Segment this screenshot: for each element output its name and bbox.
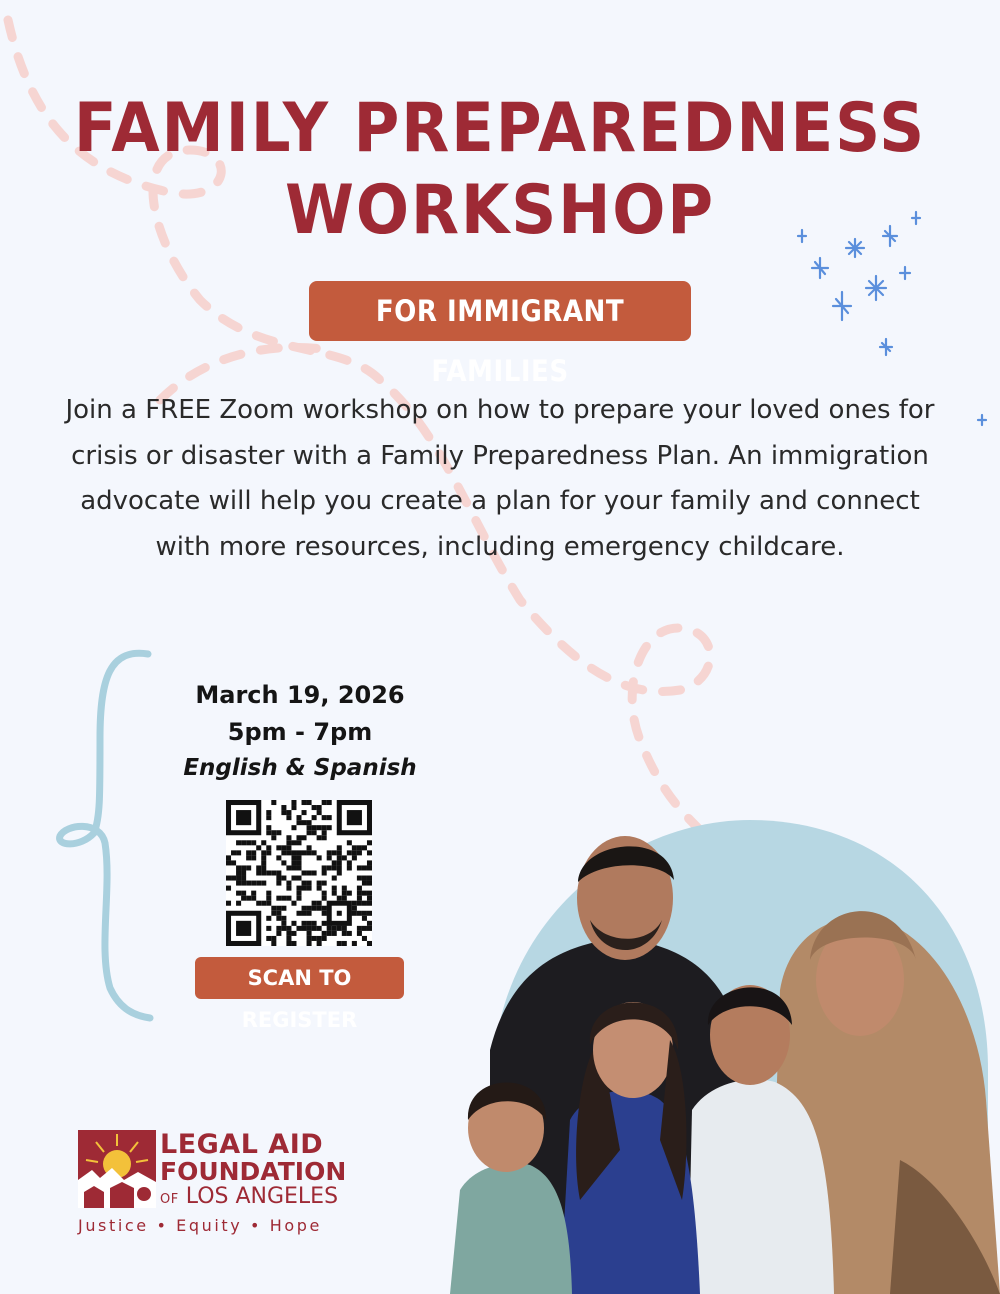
logo-line-3 [160, 1184, 338, 1213]
logo-los-angeles: LOS ANGELES [185, 1184, 339, 1209]
logo-line-1: LEGAL AID [160, 1129, 324, 1160]
event-details [170, 676, 430, 786]
title-line-2: WORKSHOP [284, 171, 716, 250]
event-date: March 19, 2026 [195, 681, 405, 709]
legal-aid-logo-icon [78, 1130, 156, 1208]
curly-brace-icon [50, 648, 160, 1028]
event-languages: English & Spanish [183, 755, 417, 781]
scan-to-register-button[interactable]: SCAN TO REGISTER [195, 957, 404, 999]
event-time: 5pm - 7pm [227, 718, 373, 746]
title-line-1: FAMILY PREPAREDNESS [73, 89, 927, 168]
logo-tagline: Justice • Equity • Hope [78, 1216, 322, 1235]
legal-aid-logo [78, 1130, 348, 1240]
logo-of: OF [160, 1192, 179, 1207]
qr-code-icon[interactable] [226, 800, 372, 946]
family-photo [420, 820, 1000, 1294]
logo-line-2: FOUNDATION [160, 1157, 347, 1186]
audience-badge: FOR IMMIGRANT FAMILIES [309, 281, 691, 341]
intro-text: Join a FREE Zoom workshop on how to prepare your loved ones for crisis or disaster with a Family Preparedness Plan. An immigration advocate will help you create a plan for your family and connect with more resources, including emergency childcare. [65, 395, 935, 562]
page-title [40, 88, 960, 252]
